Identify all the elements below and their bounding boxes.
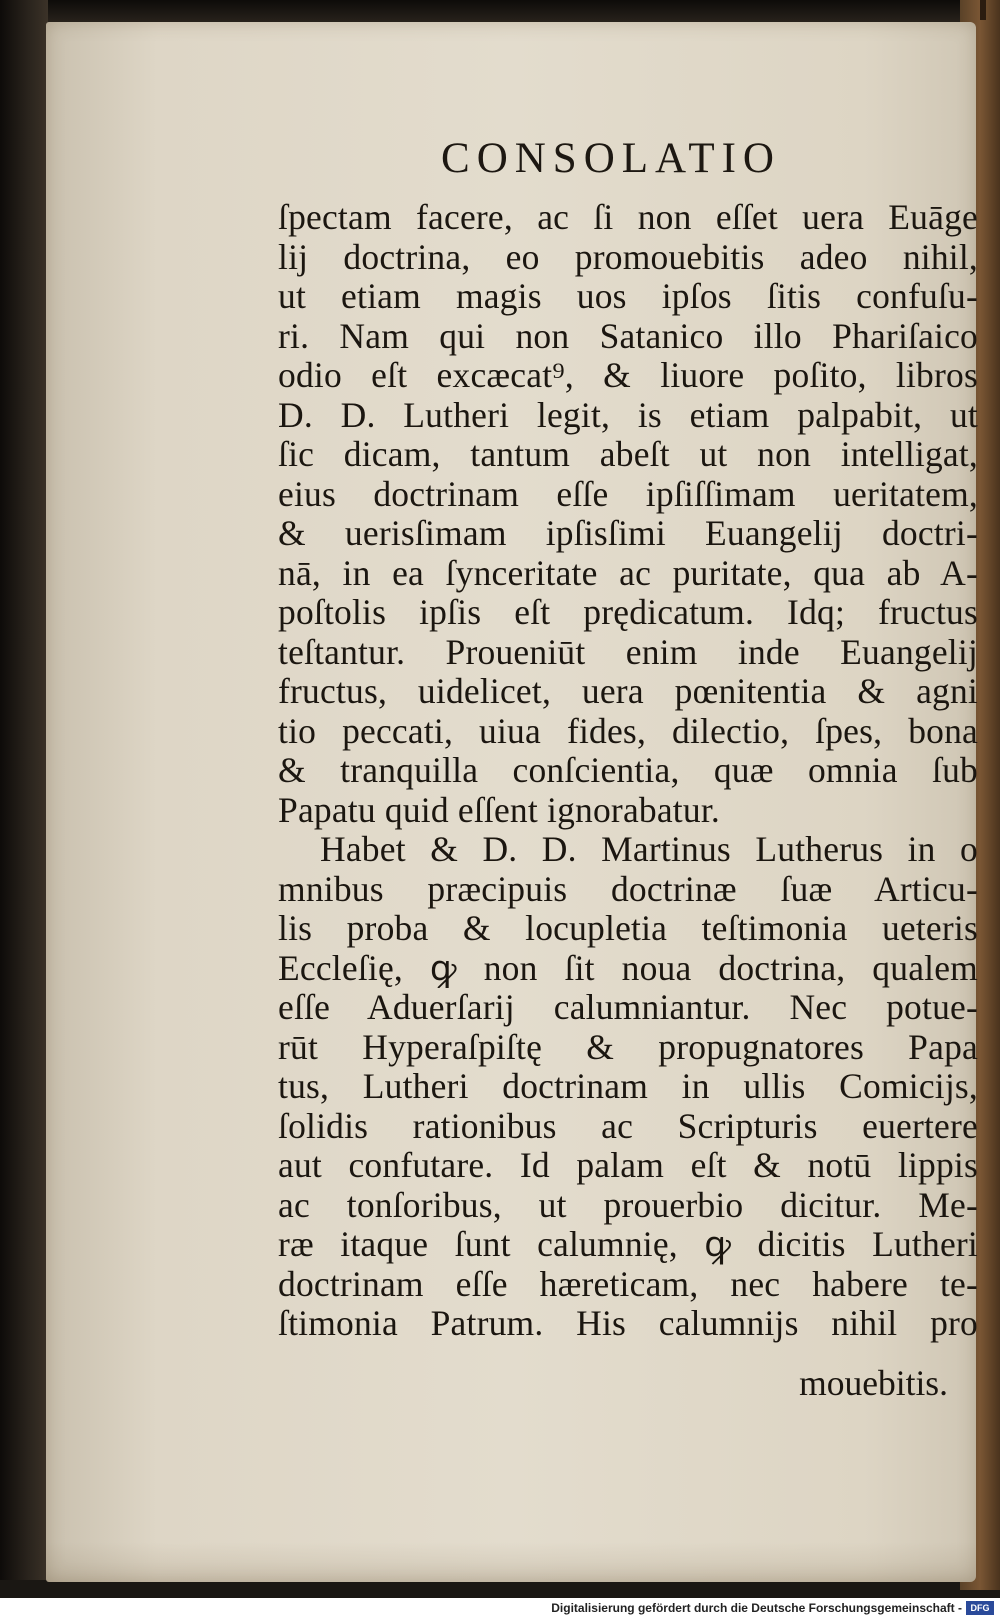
text-line: ræ itaque ſunt calumnię, ꝙ dicitis Lutheri — [278, 1225, 978, 1264]
book-page — [46, 22, 976, 1582]
text-line: poſtolis ipſis eſt prędicatum. Idq; fructus — [278, 593, 978, 632]
text-line: eius doctrinam eſſe ipſiſſimam ueritatem, — [278, 474, 978, 514]
text-line: fructus, uidelicet, uera pœnitentia & agni — [278, 672, 978, 711]
catchword: mouebitis. — [799, 1363, 948, 1403]
text-line: Papatu quid eſſent ignorabatur. — [278, 790, 720, 830]
text-block — [278, 198, 978, 1344]
text-line: lis proba & locupletia teſtimonia ueteris — [278, 909, 978, 948]
text-line: ſolidis rationibus ac Scripturis euertere — [278, 1106, 978, 1146]
text-line: & tranquilla conſcientia, quæ omnia ſub — [278, 751, 978, 790]
text-line: doctrinam eſſe hæreticam, nec habere te- — [278, 1264, 978, 1304]
text-line: lij doctrina, eo promouebitis adeo nihil, — [278, 237, 978, 277]
text-line: eſſe Aduerſarij calumniantur. Nec potue- — [278, 988, 978, 1027]
dfg-logo: DFG — [966, 1601, 994, 1615]
scan-background-top — [0, 0, 1000, 24]
text-line: Eccleſię, ꝙ non ſit noua doctrina, qualem — [278, 948, 978, 988]
text-line: ri. Nam qui non Satanico illo Phariſaico — [278, 316, 978, 356]
text-line: mnibus præcipuis doctrinæ ſuæ Articu- — [278, 869, 978, 909]
text-line: ut etiam magis uos ipſos ſitis confuſu- — [278, 277, 978, 316]
cover-strip — [980, 0, 986, 20]
text-line: ſic dicam, tantum abeſt ut non intelligat, — [278, 435, 978, 474]
text-line: D. D. Lutheri legit, is etiam palpabit, ut — [278, 395, 978, 435]
text-line: nā, in ea ſynceritate ac puritate, qua ab A- — [278, 553, 978, 593]
text-line: tio peccati, uiua fides, dilectio, ſpes, bona — [278, 711, 978, 751]
text-line: ac tonſoribus, ut prouerbio dicitur. Me- — [278, 1185, 978, 1225]
scan-background-left — [0, 0, 48, 1580]
page-shadow — [46, 1542, 976, 1582]
text-line: odio eſt excæcat⁹, & liuore poſito, libros — [278, 356, 978, 395]
text-line: aut confutare. Id palam eſt & notū lippis — [278, 1146, 978, 1185]
footer-bar — [0, 1598, 1000, 1621]
funding-notice: Digitalisierung gefördert durch die Deutsche Forschungsgemeinschaft - — [551, 1601, 962, 1615]
text-line: & uerisſimam ipſisſimi Euangelij doctri- — [278, 514, 978, 553]
text-line: rūt Hyperaſpiſtę & propugnatores Papa — [278, 1027, 978, 1067]
text-line: ſpectam facere, ac ſi non eſſet uera Euāge — [278, 198, 978, 237]
text-line: ſtimonia Patrum. His calumnijs nihil pro — [278, 1304, 978, 1343]
text-line: tus, Lutheri doctrinam in ullis Comicijs, — [278, 1067, 978, 1106]
text-line: teſtantur. Proueniūt enim inde Euangelij — [278, 632, 978, 672]
text-line: Habet & D. D. Martinus Lutherus in o — [320, 830, 978, 869]
running-header: CONSOLATIO — [441, 135, 781, 182]
